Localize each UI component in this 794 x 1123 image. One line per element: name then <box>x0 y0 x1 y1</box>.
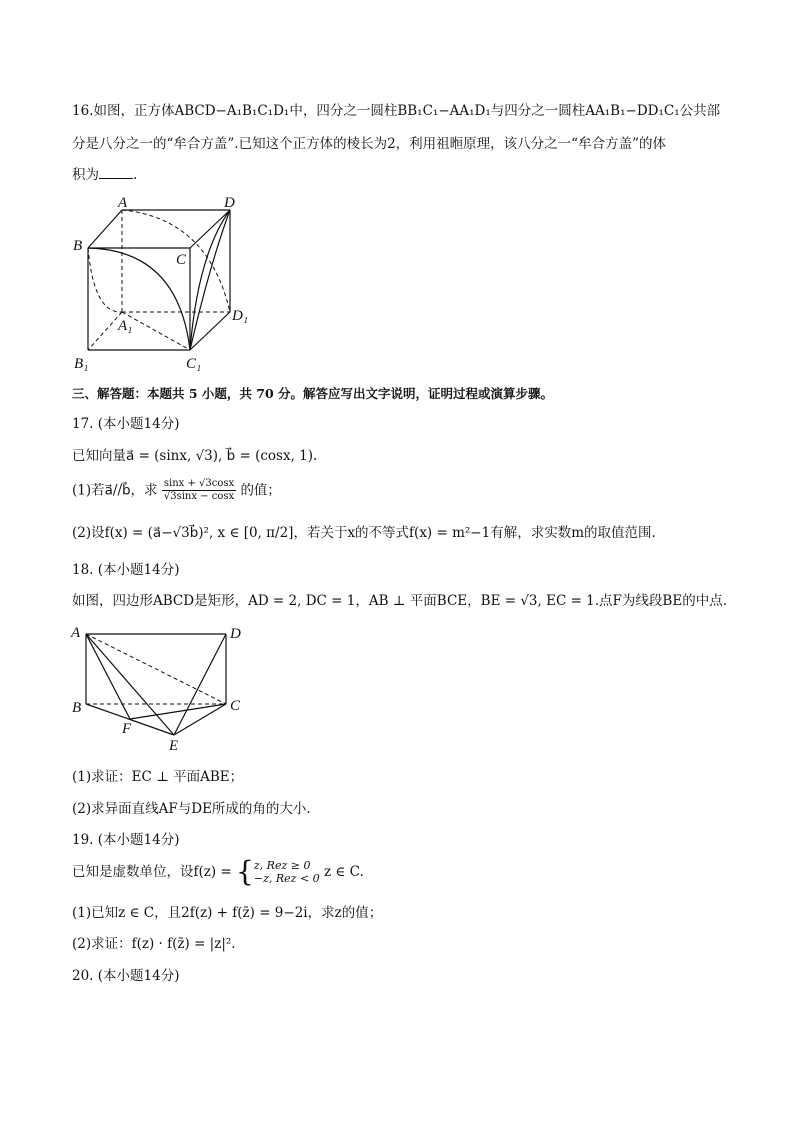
section-heading: 三、解答题：本题共 5 小题，共 70 分。解答应写出文字说明，证明过程或演算步骤。 <box>72 386 554 401</box>
answer-blank <box>99 166 133 179</box>
rectangle-figure <box>68 622 258 754</box>
case-2: −z, Rez < 0 <box>253 872 320 885</box>
label-C: C <box>230 698 241 714</box>
q19-given <box>72 855 364 892</box>
label-D: D <box>230 626 241 642</box>
label-D1: D₁ <box>232 308 249 324</box>
label-B: B <box>73 238 83 254</box>
label-C1: C₁ <box>186 356 202 372</box>
q16-text-line3 <box>72 166 137 184</box>
q19-part1: (1)已知z ∈ C，且2f(z) + f(z̄) = 9−2i，求z的值； <box>72 905 383 921</box>
q16-text-line2: 分是八分之一的“牟合方盖”.已知这个正方体的棱长为2，利用祖暅原理，该八分之一“牟合方盖”的体 <box>72 136 666 152</box>
figure-edge <box>130 704 226 719</box>
q19-part2: (2)求证：f(z) · f(z̄) = |z|². <box>72 936 236 952</box>
fraction-numerator: sinx + √3cosx <box>163 478 235 489</box>
q17-part2: (2)设f(x) = (a⃗−√3b⃗)², x ∈ [0, π/2]，若关于x的不等式f(x) = m²−1有解，求实数m的取值范围. <box>72 525 656 541</box>
q16-text-line3-lead: 积为 <box>72 167 99 183</box>
quarter-cylinder-arc <box>190 210 230 350</box>
label-C: C <box>176 252 187 268</box>
piecewise-cases <box>254 859 320 885</box>
q16-text-line1: 16.如图，正方体ABCD−A₁B₁C₁D₁中，四分之一圆柱BB₁C₁−AA₁D₁与四分之一圆柱AA₁B₁−DD₁C₁公共部 <box>72 103 721 119</box>
q19-given-lead: 已知是虚数单位，设f(z) = <box>72 864 232 880</box>
cube-edge <box>190 210 230 248</box>
cube-edge <box>190 312 230 350</box>
q18-given: 如图，四边形ABCD是矩形，AD = 2, DC = 1，AB ⊥ 平面BCE，BE = √3, EC = 1.点F为线段BE的中点. <box>72 593 727 609</box>
quarter-cylinder-arc <box>88 248 190 350</box>
q20-header: 20. (本小题14分) <box>72 968 180 984</box>
q16-text-line3-end: . <box>133 167 138 183</box>
q17-part1-tail: 的值； <box>240 482 281 499</box>
label-F: F <box>122 721 132 737</box>
q17-header: 17. (本小题14分) <box>72 416 180 432</box>
q18-part2: (2)求异面直线AF与DE所成的角的大小. <box>72 801 311 817</box>
fraction-denominator: √3sinx − cosx <box>163 491 235 502</box>
brace-icon: { <box>236 855 254 888</box>
label-A1: A₁ <box>118 318 133 334</box>
hidden-edge <box>88 312 122 350</box>
label-B1: B₁ <box>74 356 89 372</box>
quarter-cylinder-arc <box>190 210 230 350</box>
label-B: B <box>72 700 82 716</box>
q18-header: 18. (本小题14分) <box>72 562 180 578</box>
cube-edge <box>88 210 122 248</box>
hidden-edge <box>86 634 226 704</box>
label-A: A <box>71 625 81 641</box>
fraction <box>162 478 236 503</box>
label-D: D <box>224 195 235 211</box>
label-A: A <box>118 195 128 211</box>
cube-figure <box>68 194 268 374</box>
case-1: z, Rez ≥ 0 <box>253 859 311 872</box>
q17-given: 已知向量a⃗ = (sinx, √3), b⃗ = (cosx, 1). <box>72 448 318 464</box>
hidden-arc <box>88 248 122 312</box>
q18-part1: (1)求证：EC ⊥ 平面ABE； <box>72 769 244 785</box>
q19-header: 19. (本小题14分) <box>72 832 180 848</box>
q17-part1-lead: (1)若a⃗//b⃗，求 <box>72 482 158 499</box>
q17-part1 <box>72 478 281 512</box>
q19-given-tail: z ∈ C. <box>323 864 364 880</box>
label-E: E <box>169 738 179 754</box>
